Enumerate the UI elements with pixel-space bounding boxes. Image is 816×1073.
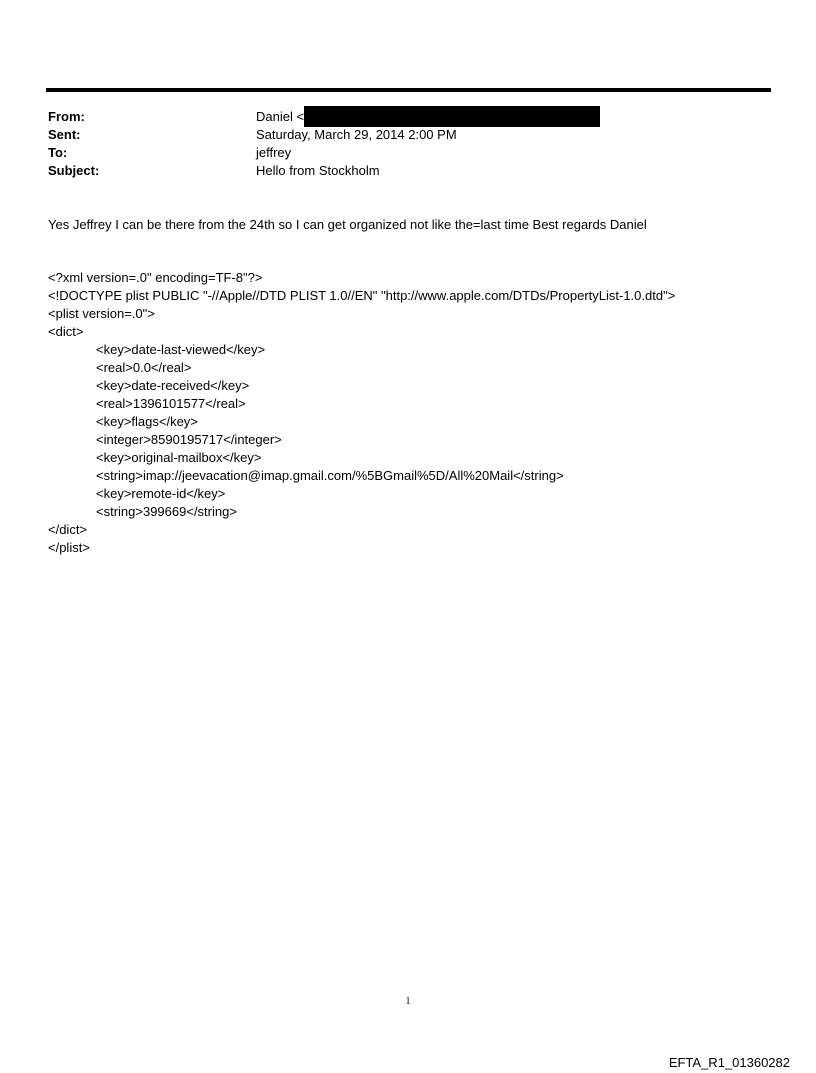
xml-line: <?xml version=.0" encoding=TF-8"?>: [48, 270, 263, 285]
xml-line: </dict>: [48, 522, 88, 537]
xml-line: <dict>: [48, 324, 84, 339]
xml-line: <key>flags</key>: [96, 414, 198, 429]
email-header: [48, 108, 748, 180]
xml-line: <key>date-last-viewed</key>: [96, 342, 266, 357]
redaction-bar: [304, 106, 600, 127]
xml-line: <key>date-received</key>: [96, 378, 250, 393]
subject-value: Hello from Stockholm: [256, 163, 380, 178]
to-value: jeffrey: [256, 145, 292, 160]
sent-row: [48, 126, 748, 144]
header-rule: [46, 88, 771, 92]
xml-plist-block: [48, 269, 675, 557]
from-label: From:: [48, 109, 85, 124]
sent-value: Saturday, March 29, 2014 2:00 PM: [256, 127, 457, 142]
xml-line: <key>remote-id</key>: [96, 486, 226, 501]
sent-label: Sent:: [48, 127, 81, 142]
xml-line: <string>399669</string>: [96, 504, 237, 519]
xml-line: <string>imap://jeevacation@imap.gmail.com/%5BGmail%5D/All%20Mail</string>: [96, 468, 564, 483]
xml-line: <key>original-mailbox</key>: [96, 450, 262, 465]
subject-row: [48, 162, 748, 180]
subject-label: Subject:: [48, 163, 100, 178]
xml-line: </plist>: [48, 540, 90, 555]
document-id: EFTA_R1_01360282: [668, 1055, 790, 1070]
xml-line: <!DOCTYPE plist PUBLIC "-//Apple//DTD PLIST 1.0//EN" "http://www.apple.com/DTDs/PropertyList-1.0.dtd">: [48, 288, 676, 303]
from-value: [256, 107, 600, 128]
page-number: 1: [405, 996, 411, 1007]
xml-line: <plist version=.0">: [48, 306, 155, 321]
xml-line: <real>0.0</real>: [96, 360, 192, 375]
message-body: Yes Jeffrey I can be there from the 24th so I can get organized not like the=last time Best regards Daniel: [48, 217, 647, 232]
to-label: To:: [48, 145, 68, 160]
from-name: Daniel <: [256, 108, 305, 124]
xml-line: <integer>8590195717</integer>: [96, 432, 282, 447]
from-row: [48, 108, 748, 126]
to-row: [48, 144, 748, 162]
xml-line: <real>1396101577</real>: [96, 396, 246, 411]
